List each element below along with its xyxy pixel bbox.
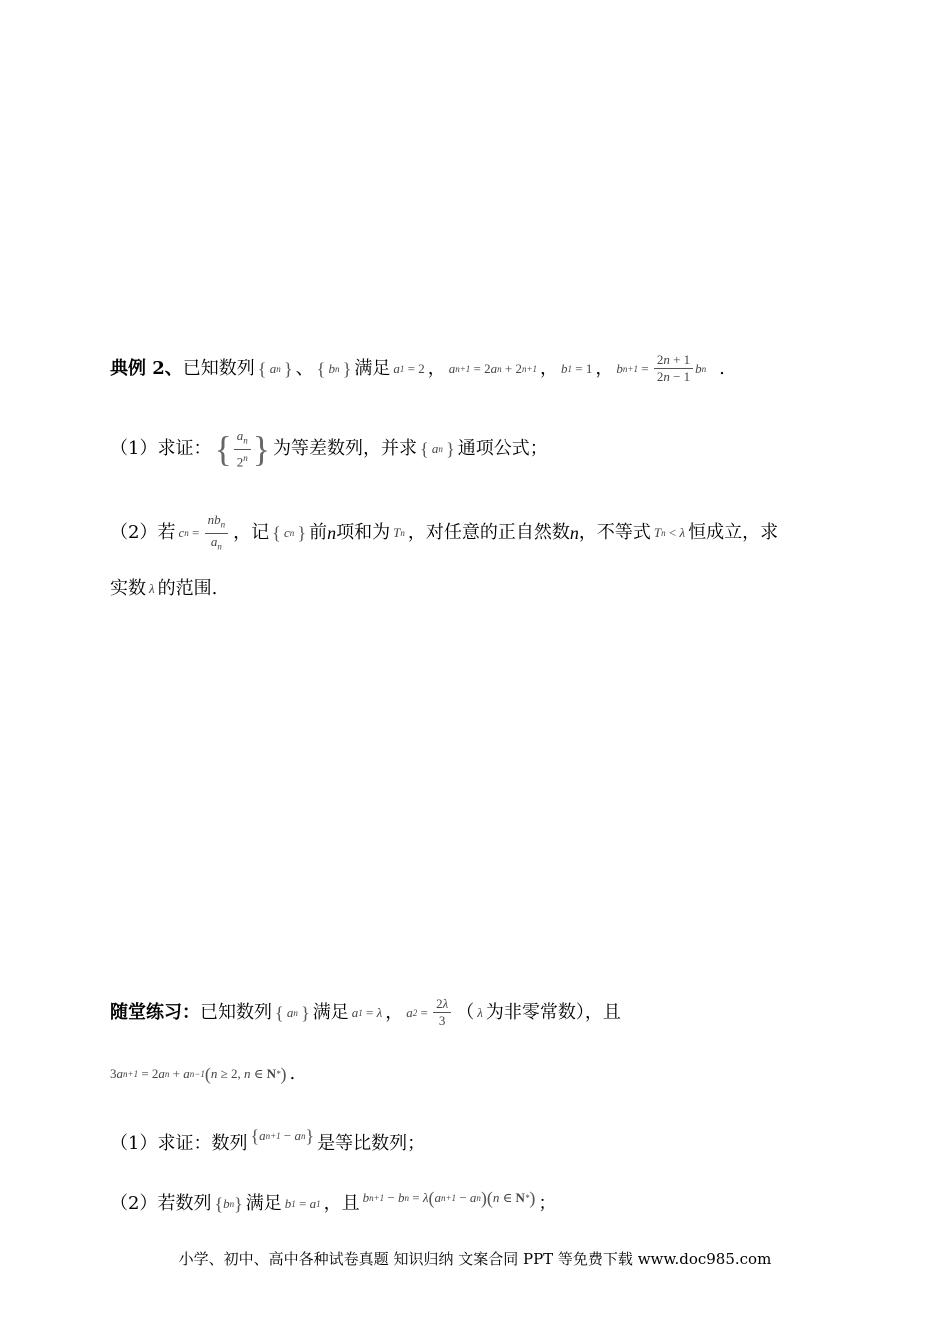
formula-b1: b 1 = 1 <box>561 360 593 376</box>
example2-comma-3: ， <box>595 357 614 379</box>
practice-q2-text-2: ，且 <box>323 1193 360 1214</box>
practice-text-2: 满足 <box>312 1001 349 1023</box>
practice-question-1 <box>110 1126 426 1156</box>
example2-question-2-cont <box>110 577 217 601</box>
q2-text-4: ，不等式 <box>578 522 651 544</box>
practice-q1-text: 是等比数列； <box>317 1133 426 1154</box>
formula-seq-an-2: { a n } <box>420 438 455 459</box>
example2-statement <box>110 352 725 385</box>
q2-comma: ，记 <box>233 522 270 544</box>
formula-practice-a2: a 2 = $\frac{2\lambda}{3}$ <box>406 996 453 1029</box>
practice-text-3: （ <box>456 1001 475 1023</box>
formula-practice-recurrence: 3 a n+1 = 2 a n + a n−1 ( n ≥ 2, n ∈ N * ) <box>110 1064 287 1084</box>
practice-statement <box>110 996 621 1029</box>
q1-number: （1）求证： <box>110 437 212 459</box>
formula-seq-bn: { b n } <box>316 358 352 379</box>
q2-var-n-2: n <box>569 523 579 544</box>
q2-text-6: 实数 <box>110 578 146 599</box>
practice-comma: ， <box>385 1001 404 1023</box>
formula-practice-lambda: λ <box>477 1004 483 1020</box>
q2-text-1: 前 <box>309 522 328 544</box>
q2-text-7: 的范围. <box>157 578 218 599</box>
example2-question-2 <box>110 512 778 554</box>
practice-end: . <box>289 1063 296 1084</box>
example2-comma-1: ， <box>427 357 446 379</box>
q2-text-3: ，对任意的正自然数 <box>407 522 570 544</box>
q2-text-2: 项和为 <box>336 522 391 544</box>
formula-b-recurrence: b n+1 = $\frac{2n + 1}{2n - 1}$ b n <box>616 352 707 384</box>
formula-Tn: T n <box>393 525 405 541</box>
practice-q1-number: （1）求证：数列 <box>110 1133 248 1154</box>
formula-a-recurrence: a n+1 = 2 a n + 2 n+1 <box>448 360 538 376</box>
formula-lambda: λ <box>149 581 155 596</box>
example2-question-1 <box>110 428 548 470</box>
practice-text-4: 为非零常数），且 <box>485 1001 621 1023</box>
formula-seq-cn: { c n } <box>272 523 307 544</box>
formula-practice-seq-an: { a n } <box>275 1002 310 1023</box>
q2-text-5: 恒成立，求 <box>688 522 779 544</box>
practice-recurrence-line <box>110 1062 295 1086</box>
practice-q2-text-1: 满足 <box>245 1193 282 1214</box>
q2-var-n-1: n <box>327 523 337 544</box>
formula-cn: c n = $\frac{nb_n}{a_n}$ <box>178 512 230 554</box>
formula-practice-seq-bn: { b n } <box>214 1194 243 1214</box>
formula-seq-an: { a n } <box>257 358 293 379</box>
footer-text: 小学、初中、高中各种试卷真题 知识归纳 文案合同 PPT 等免费下载 www.doc985.com <box>178 1250 772 1268</box>
formula-practice-b1: b 1 = a 1 <box>284 1196 321 1211</box>
formula-Tn-lt-lambda: T n < λ <box>653 525 686 541</box>
practice-q2-number: （2）若数列 <box>110 1193 212 1214</box>
formula-practice-diff-seq: { a n+1 − a n } <box>250 1126 315 1146</box>
practice-label: 随堂练习： <box>110 1001 200 1023</box>
q1-text-1: 为等差数列，并求 <box>273 437 418 459</box>
formula-practice-b-recurrence: b n+1 − b n = λ ( a n+1 − a n ) ( n ∈ N * ) <box>362 1188 536 1208</box>
example2-comma-2: ， <box>540 357 559 379</box>
example2-text-1: 已知数列 <box>182 357 255 379</box>
example2-end: . <box>719 357 725 379</box>
formula-practice-a1: a 1 = λ <box>351 1004 383 1020</box>
example2-text-2: 满足 <box>354 357 391 379</box>
q2-number: （2）若 <box>110 522 176 544</box>
q1-text-2: 通项公式； <box>457 437 548 459</box>
formula-a1: a 1 = 2 <box>393 360 425 376</box>
practice-question-2 <box>110 1188 557 1216</box>
practice-q2-end: ； <box>538 1193 557 1214</box>
example2-sep: 、 <box>295 357 314 379</box>
formula-an-over-2n: { $\frac{a_n}{2^n}$ } <box>214 428 271 469</box>
example2-label: 典例 2、 <box>110 357 183 379</box>
practice-text-1: 已知数列 <box>200 1001 272 1023</box>
